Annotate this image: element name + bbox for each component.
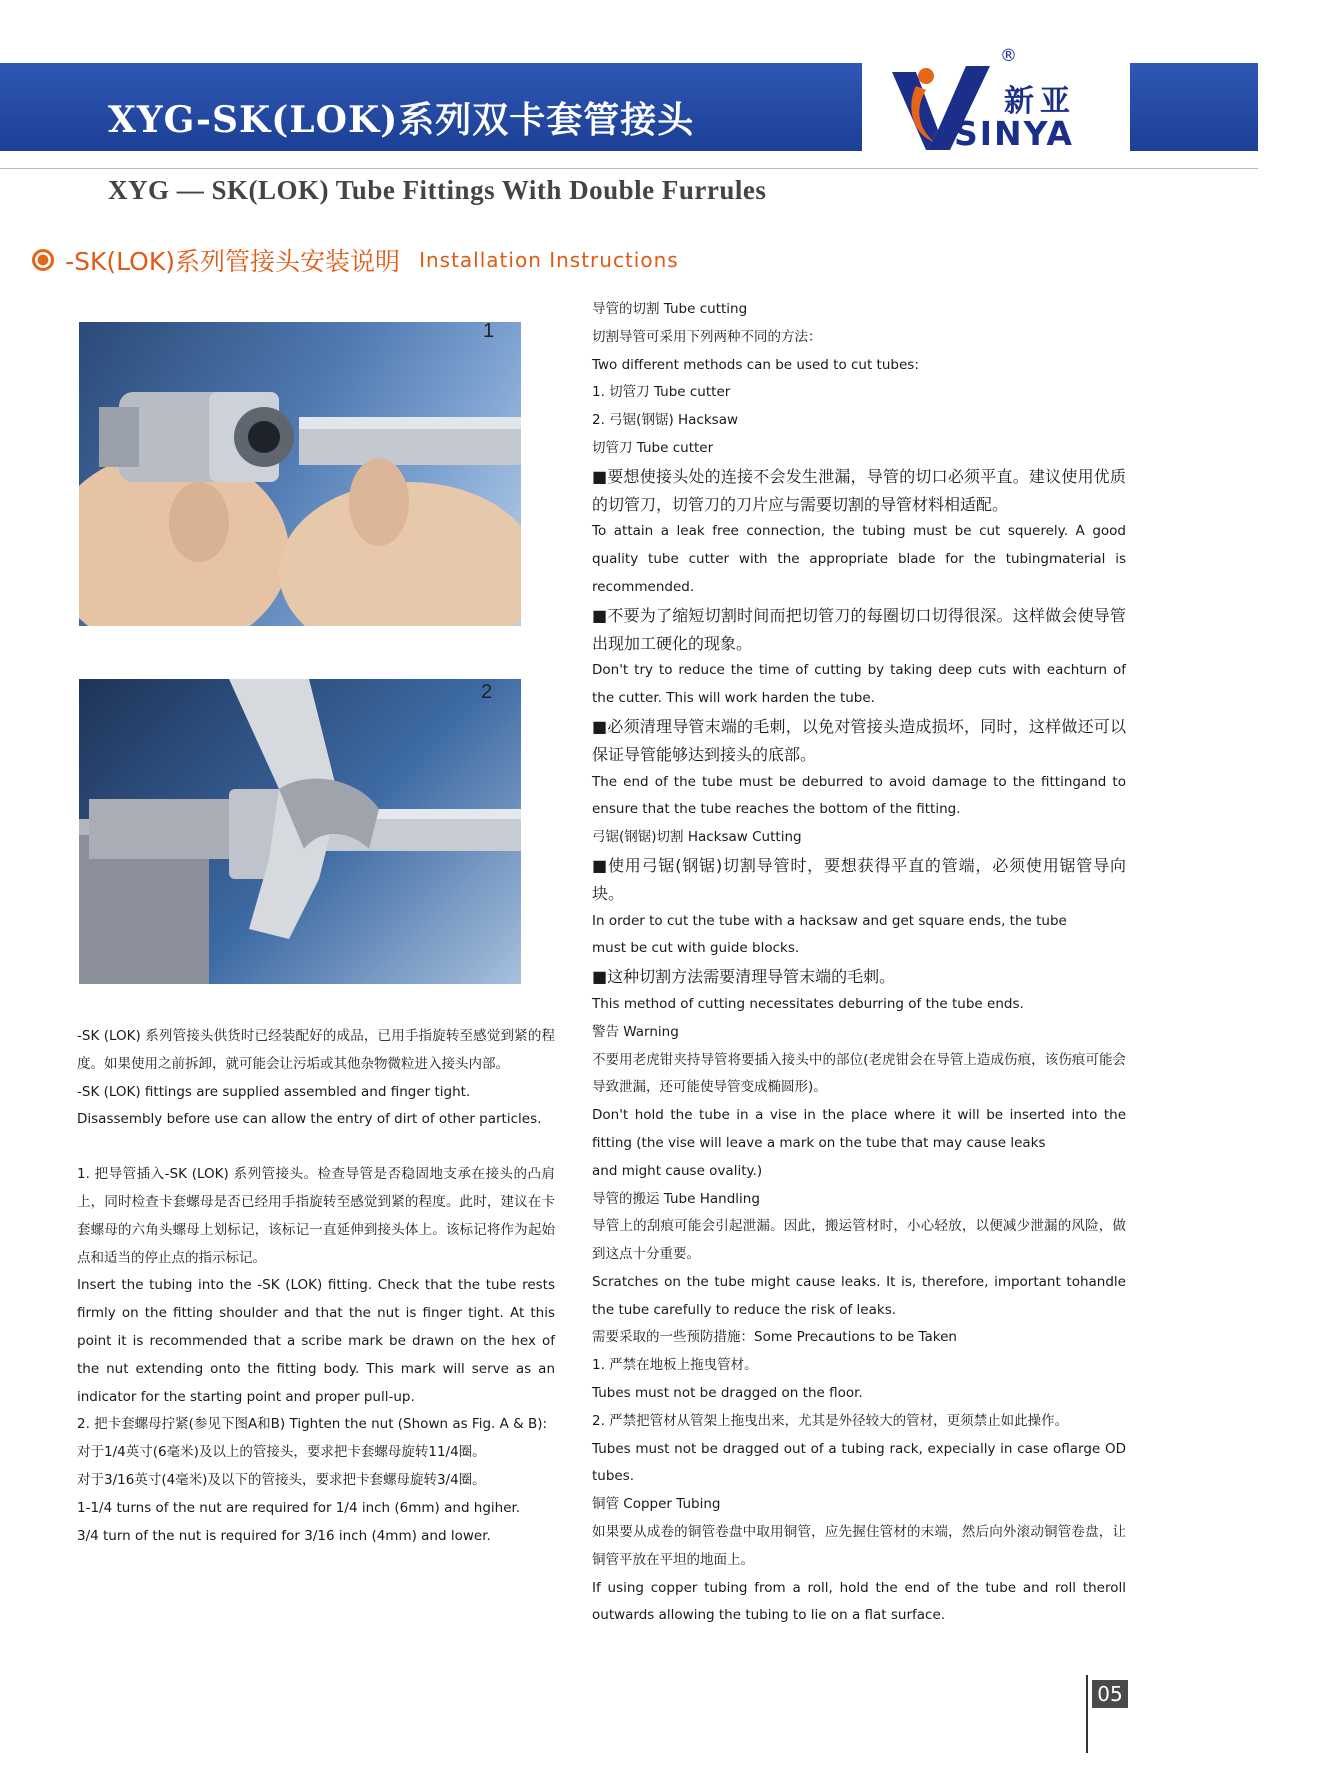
paragraph: and might cause ovality.) [592, 1162, 763, 1179]
paragraph: ■使用弓锯(钢锯)切割导管时，要想获得平直的管端，必须使用锯管导向块。 [592, 855, 1126, 903]
photo-number: 2 [481, 681, 493, 703]
paragraph: 对于1/4英寸(6毫米)及以上的管接头，要求把卡套螺母旋转11/4圈。 [77, 1444, 486, 1461]
paragraph: In order to cut the tube with a hacksaw and get square ends, the tube [592, 912, 1067, 929]
paragraph: 3/4 turn of the nut is required for 3/16 inch (4mm) and lower. [77, 1527, 491, 1544]
wrench-fitting-illustration [79, 679, 521, 984]
paragraph: This method of cutting necessitates deburring of the tube ends. [592, 995, 1024, 1012]
paragraph: Disassembly before use can allow the entry of dirt of other particles. [77, 1111, 542, 1128]
paragraph: 需要采取的一些预防措施：Some Precautions to be Taken [592, 1329, 957, 1346]
paragraph: -SK (LOK) fittings are supplied assembled and finger tight. [77, 1083, 471, 1100]
paragraph: Insert the tubing into the -SK (LOK) fitting. Check that the tube rests firmly on the fitting shoulder and that the nut is finger tight. At this point it is recommended that a scribe mark be drawn on the hex of the nut extending onto the fitting body. This mark will serve as an indicator for the starting point and proper pull-up. [77, 1277, 555, 1405]
paragraph: ■要想使接头处的连接不会发生泄漏，导管的切口必须平直。建议使用优质的切管刀，切管刀的刀片应与需要切割的导管材料相适配。 [592, 466, 1126, 514]
section-heading [32, 242, 679, 278]
registered-mark: ® [1000, 46, 1017, 66]
page-number-rule [1086, 1675, 1088, 1753]
paragraph: To attain a leak free connection, the tubing must be cut squerely. A good quality tube cutter with the appropriate blade for the tubingmaterial is recommended. [592, 523, 1126, 595]
right-text-column [592, 296, 1126, 1630]
logo-text-en: SINYA [954, 114, 1074, 153]
paragraph: must be cut with guide blocks. [592, 940, 800, 957]
photo-wrench-tighten [79, 679, 521, 984]
paragraph: Don't hold the tube in a vise in the place where it will be inserted into the fitting (the vise will leave a mark on the tube that may cause leaks [592, 1107, 1126, 1151]
hands-fitting-illustration [79, 322, 521, 626]
paragraph: The end of the tube must be deburred to avoid damage to the fittingand to ensure that the tube reaches the bottom of the fitting. [592, 773, 1126, 818]
paragraph: 警告 Warning [592, 1023, 679, 1040]
paragraph: 导管上的刮痕可能会引起泄漏。因此，搬运管材时，小心轻放，以便减少泄漏的风险，做到这点十分重要。 [592, 1218, 1126, 1263]
paragraph: 导管的切割 Tube cutting [592, 301, 748, 317]
paragraph: 对于3/16英寸(4毫米)及以下的管接头，要求把卡套螺母旋转3/4圈。 [77, 1471, 486, 1488]
paragraph: 2. 把卡套螺母拧紧(参见下图A和B) Tighten the nut (Shown as Fig. A & B): [77, 1416, 548, 1433]
paragraph: 铜管 Copper Tubing [592, 1496, 721, 1513]
page-number: 05 [1092, 1680, 1128, 1708]
paragraph: If using copper tubing from a roll, hold the end of the tube and roll theroll outwards allowing the tubing to lie on a flat surface. [592, 1579, 1126, 1624]
photo-number: 1 [483, 322, 495, 342]
spacer [77, 1134, 555, 1161]
header-band-right [1130, 63, 1258, 151]
paragraph: Tubes must not be dragged out of a tubing rack, expecially in case oflarge OD tubes. [592, 1440, 1126, 1485]
paragraph: 1-1/4 turns of the nut are required for 1/4 inch (6mm) and hgiher. [77, 1499, 521, 1516]
paragraph: -SK (LOK) 系列管接头供货时已经装配好的成品，已用手指旋转至感觉到紧的程度。如果使用之前拆卸，就可能会让污垢或其他杂物微粒进入接头内部。 [77, 1028, 555, 1072]
paragraph: Don't try to reduce the time of cutting by taking deep cuts with eachturn of the cutter. This will work harden the tube. [592, 662, 1126, 707]
section-title-cn: -SK(LOK)系列管接头安装说明 [65, 247, 400, 276]
paragraph: ■不要为了缩短切割时间而把切管刀的每圈切口切得很深。这样做会使导管出现加工硬化的现象。 [592, 605, 1126, 653]
photo-fitting-insert [79, 322, 521, 626]
paragraph: 1. 把导管插入-SK (LOK) 系列管接头。检查导管是否稳固地支承在接头的凸肩上，同时检查卡套螺母是否已经用手指旋转至感觉到紧的程度。此时，建议在卡套螺母的六角头螺母上划标记，该标记一直延伸到接头体上。该标记将作为起始点和适当的停止点的指示标记。 [77, 1166, 555, 1266]
paragraph: 切割导管可采用下列两种不同的方法： [592, 328, 822, 345]
paragraph: 1. 切管刀 Tube cutter [592, 384, 731, 401]
paragraph: 弓锯(钢锯)切割 Hacksaw Cutting [592, 829, 802, 846]
paragraph: 2. 弓锯(钢锯) Hacksaw [592, 412, 739, 429]
paragraph: 切管刀 Tube cutter [592, 439, 714, 456]
section-title-en: Installation Instructions [419, 248, 679, 272]
paragraph: Scratches on the tube might cause leaks. It is, therefore, important tohandle the tube carefully to reduce the risk of leaks. [592, 1273, 1126, 1318]
paragraph: 导管的搬运 Tube Handling [592, 1190, 760, 1207]
paragraph: Two different methods can be used to cut tubes: [592, 356, 919, 373]
header-divider [0, 168, 1258, 169]
page-title: XYG-SK(LOK)系列双卡套管接头 [108, 99, 695, 141]
paragraph: 1. 严禁在地板上拖曳管材。 [592, 1357, 758, 1374]
paragraph: ■必须清理导管末端的毛刺，以免对管接头造成损坏，同时，这样做还可以保证导管能够达到接头的底部。 [592, 716, 1126, 764]
paragraph: ■这种切割方法需要清理导管末端的毛刺。 [592, 967, 896, 987]
paragraph: 不要用老虎钳夹持导管将要插入接头中的部位(老虎钳会在导管上造成伤痕，该伤痕可能会导致泄漏，还可能使导管变成椭圆形)。 [592, 1051, 1126, 1096]
bullet-circle-icon [32, 249, 54, 271]
paragraph: 如果要从成卷的铜管卷盘中取用铜管，应先握住管材的末端，然后向外滚动铜管卷盘，让铜管平放在平坦的地面上。 [592, 1524, 1126, 1568]
page-subtitle: XYG — SK(LOK) Tube Fittings With Double Furrules [108, 175, 767, 205]
logo-text-cn: 新亚 [1004, 84, 1076, 119]
paragraph: 2. 严禁把管材从管架上拖曳出来，尤其是外径较大的管材，更须禁止如此操作。 [592, 1412, 1069, 1429]
paragraph: Tubes must not be dragged on the floor. [592, 1385, 863, 1402]
left-text-column [77, 1023, 555, 1550]
